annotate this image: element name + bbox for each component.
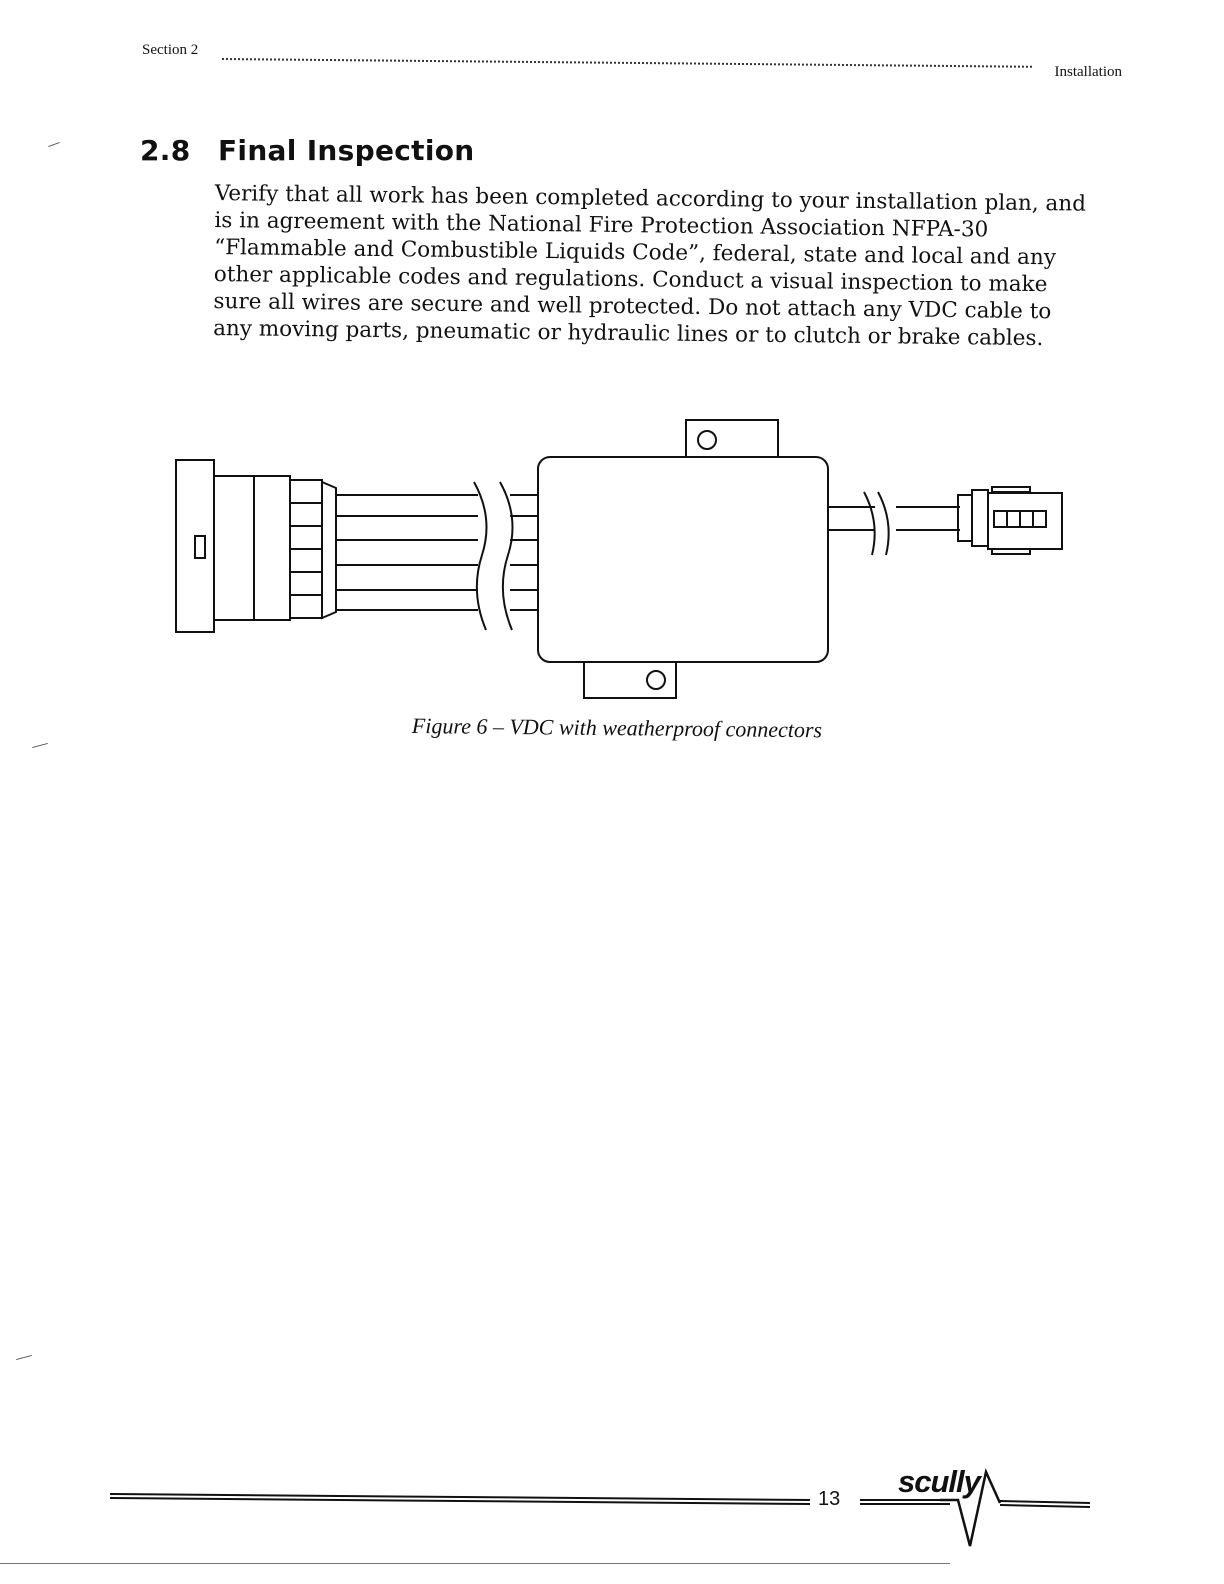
- header-section-label: Section 2: [142, 42, 199, 58]
- scully-logo: scully: [898, 1464, 980, 1499]
- harness-connector: [176, 460, 336, 632]
- wire-bundle: [336, 482, 540, 630]
- figure-caption: Figure 6 – VDC with weatherproof connectors: [411, 713, 823, 743]
- scan-mark: [48, 142, 60, 147]
- output-cable: [828, 492, 960, 555]
- header-dot-leader: [222, 58, 1032, 68]
- weatherproof-plug: [958, 487, 1062, 554]
- section-title: Final Inspection: [218, 134, 475, 167]
- section-heading: [140, 134, 475, 167]
- vdc-diagram: [170, 410, 1070, 710]
- body-paragraph: Verify that all work has been completed according to your installation plan, and is in agreement with the National Fire Protection Association NFPA-30 “Flammable and Combustible Liquids Code”, federal, state and local and any other applicable codes and regulations. Conduct a visual inspection to make sure all wires are secure and well protected. Do not attach any VDC cable to any moving parts, pneumatic or hydraulic lines or to clutch or brake cables.: [213, 180, 1087, 352]
- section-number: 2.8: [140, 134, 191, 167]
- scan-edge-line: [0, 1563, 950, 1564]
- scan-mark: [16, 1355, 32, 1360]
- running-header: [142, 42, 1122, 86]
- header-chapter-label: Installation: [1054, 64, 1122, 80]
- vdc-module-body: [538, 420, 828, 698]
- scan-mark: [32, 743, 48, 748]
- page-number: 13: [818, 1488, 841, 1510]
